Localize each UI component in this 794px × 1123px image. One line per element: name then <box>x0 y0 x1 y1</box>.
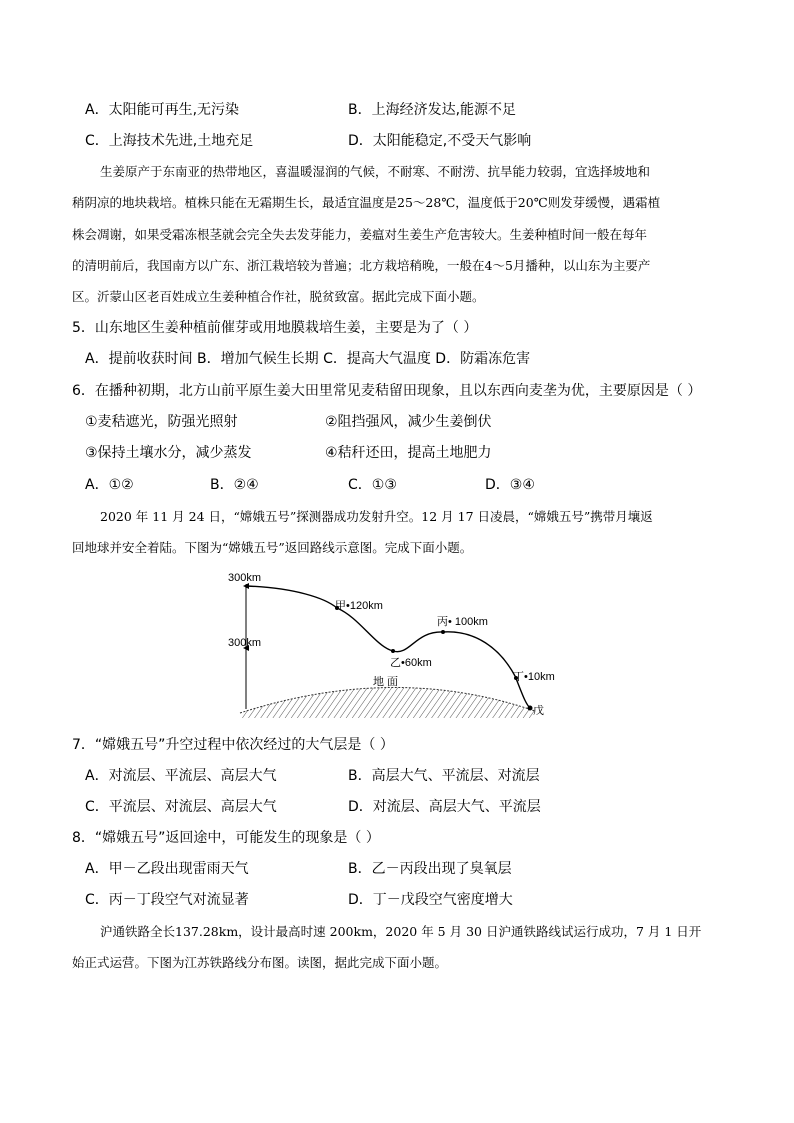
q4-option-d: D．太阳能稳定,不受天气影响 <box>348 133 532 149</box>
q4-option-a: A．太阳能可再生,无污染 <box>85 102 240 118</box>
point-ding-label: 丁•10km <box>513 671 555 683</box>
passage-line: 株会凋谢，如果受霜冻根茎就会完全失去发芽能力，姜瘟对生姜生产危害较大。生姜种植时间一般在每年 <box>72 227 648 242</box>
point-bing <box>441 630 445 634</box>
q6-option-d: D．③④ <box>485 477 535 493</box>
q5-stem: 5．山东地区生姜种植前催芽或用地膜栽培生姜，主要是为了（ ） <box>72 320 478 336</box>
q4-option-c: C．上海技术先进,土地充足 <box>85 133 254 149</box>
passage-line: 的清明前后，我国南方以广东、浙江栽培较为普遍；北方栽培稍晚，一般在4～5月播种，以山东为主要产 <box>72 258 651 273</box>
q7-option-d: D．对流层、高层大气、平流层 <box>348 799 541 815</box>
q6-statement-3: ③保持土壤水分，减少蒸发 <box>85 445 252 461</box>
passage-change5-line: 回地球并安全着陆。下图为“嫦娥五号”返回路线示意图。完成下面小题。 <box>72 540 473 555</box>
point-yi <box>391 649 395 653</box>
q8-option-c: C．丙－丁段空气对流显著 <box>85 892 249 908</box>
passage-line: 生姜原产于东南亚的热带地区，喜温暖湿润的气候，不耐寒、不耐涝、抗旱能力较弱，宜选择坡地和 <box>100 164 651 179</box>
ground-label: 地 面 <box>373 676 399 688</box>
axis-altitude-label: 300km <box>228 637 262 649</box>
q6-statement-1: ①麦秸遮光，防强光照射 <box>85 414 238 430</box>
q6-stem: 6．在播种初期，北方山前平原生姜大田里常见麦秸留田现象，且以东西向麦垄为优，主要原因是（ ） <box>72 383 702 399</box>
point-jia-label: 甲•120km <box>335 600 383 612</box>
passage-railway-line: 始正式运营。下图为江苏铁路线分布图。读图，据此完成下面小题。 <box>72 955 448 970</box>
q6-option-c: C．①③ <box>348 477 397 493</box>
q7-option-b: B．高层大气、平流层、对流层 <box>348 768 540 784</box>
q7-option-c: C．平流层、对流层、高层大气 <box>85 799 277 815</box>
point-wu-label: 戊 <box>533 705 544 717</box>
q6-statement-2: ②阻挡强风，减少生姜倒伏 <box>325 414 492 430</box>
start-altitude-label: 300km <box>228 572 262 584</box>
q8-option-b: B．乙－丙段出现了臭氧层 <box>348 861 512 877</box>
q6-option-a: A．①② <box>85 477 134 493</box>
start-point <box>245 584 249 588</box>
q5-options: A．提前收获时间 B．增加气候生长期 C．提高大气温度 D．防霜冻危害 <box>85 351 531 367</box>
ground-surface <box>240 687 535 718</box>
point-bing-label: 丙• 100km <box>437 616 488 628</box>
q8-option-a: A．甲－乙段出现雷雨天气 <box>85 861 249 877</box>
q7-stem: 7．“嫦娥五号”升空过程中依次经过的大气层是（ ） <box>72 737 394 753</box>
q8-option-d: D．丁－戊段空气密度增大 <box>348 892 513 908</box>
passage-change5-line: 2020 年 11 月 24 日，“嫦娥五号”探测器成功发射升空。12 月 17 日凌晨，“嫦娥五号”携带月壤返 <box>100 509 653 524</box>
q6-option-b: B．②④ <box>210 477 259 493</box>
q7-option-a: A．对流层、平流层、高层大气 <box>85 768 277 784</box>
passage-line: 区。沂蒙山区老百姓成立生姜种植合作社，脱贫致富。据此完成下面小题。 <box>72 289 485 304</box>
q4-option-b: B．上海经济发达,能源不足 <box>348 102 517 118</box>
q8-stem: 8．“嫦娥五号”返回途中，可能发生的现象是（ ） <box>72 830 380 846</box>
return-route-diagram <box>225 568 565 718</box>
passage-railway-line: 沪通铁路全长137.28km，设计最高时速 200km，2020 年 5 月 30 日沪通铁路线试运行成功，7 月 1 日开 <box>100 924 702 939</box>
passage-line: 稍阴凉的地块栽培。植株只能在无霜期生长，最适宜温度是25～28℃，温度低于20℃则发芽缓慢，遇霜植 <box>72 195 661 210</box>
q6-statement-4: ④秸秆还田，提高土地肥力 <box>325 445 492 461</box>
point-yi-label: 乙•60km <box>390 657 432 669</box>
point-wu <box>528 706 533 711</box>
